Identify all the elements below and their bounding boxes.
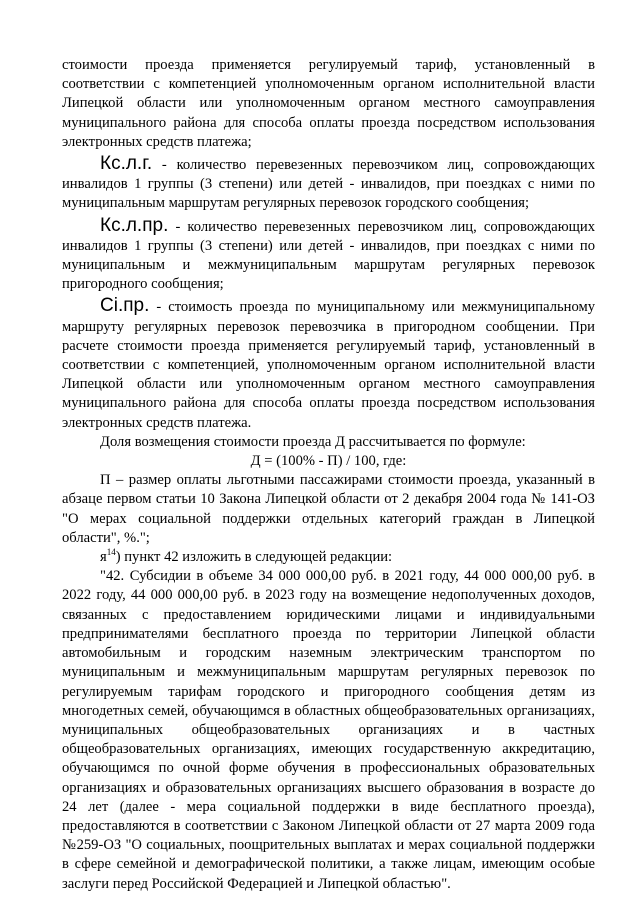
paragraph-item-ya14 [62,548,595,567]
document-page [62,56,595,894]
paragraph-tariff-continuation: стоимости проезда применяется регулируемый тариф, установленный в соответствии с компетенцией уполномоченным органом исполнительной власти Липецкой области или уполномоченным органом местного самоуправления муниципального района для способа оплаты проезда посредством использования электронных средств платежа; [62,57,595,150]
formula-line: Д = (100% - П) / 100, где: [250,453,407,470]
definition-ksl-g [62,154,595,214]
definition-ci-pr-text: - стоимость проезда по муниципальному или межмуниципальному маршруту регулярных перевозок перевозчика в пригородном сообщении. При расчете стоимости проезда применяется регулируемый тариф, установленный в соответствии с компетенцией, уполномоченным органом исполнительной власти Липецкой области или уполномоченным органом местного самоуправления муниципального района для способа оплаты проезда посредством использования электронных средств платежа. [62,299,595,431]
item-superscript: 14 [106,547,116,558]
definition-ci-pr [62,296,595,432]
paragraph-point-42: "42. Субсидии в объеме 34 000 000,00 руб. в 2021 году, 44 000 000,00 руб. в 2022 году, 44 000 000,00 руб. в 2023 году на возмещение недополученных доходов, связанных с предоставлением юридическими лицами и индивидуальными предпринимателями бесплатного проезда по территории Липецкой области автомобильным и городским наземным электрическим транспортом по муниципальным и межмуниципальным маршрутам регулярных перевозок по регулируемым тарифам городского и пригородного сообщения детям из многодетных семей, обучающимся в областных общеобразовательных организациях, муниципальных общеобразовательных организациях и в частных общеобразовательных организациях, имеющих государственную аккредитацию, обучающимся по очной форме обучения в профессиональных образовательных организациях и образовательных организациях высшего образования в возрасте до 24 лет (далее - мера социальной поддержки в виде бесплатного проезда), предоставляются в соответствии с Законом Липецкой области от 27 марта 2009 года №259-ОЗ "О социальных, поощрительных выплатах и мерах социальной поддержки в сфере семейной и демографической политики, а также лицам, имеющим особые заслуги перед Российской Федерацией и Липецкой областью". [62,568,595,892]
item-text: ) пункт 42 изложить в следующей редакции: [115,549,393,566]
term-ci-pr: Ci.пр. [100,295,150,317]
paragraph-share-formula-intro: Доля возмещения стоимости проезда Д рассчитывается по формуле: [100,433,526,450]
item-letter: я [100,549,107,566]
term-ksl-pr: Кс.л.пр. [100,214,169,236]
paragraph-p-definition: П – размер оплаты льготными пассажирами стоимости проезда, указанный в абзаце первом статьи 10 Закона Липецкой области от 2 декабря 2004 года № 141-ОЗ "О мерах социальной поддержки отдельных категорий граждан в Липецкой области", %."; [62,472,595,546]
definition-ksl-pr [62,216,595,295]
definition-ksl-pr-text: - количество перевезенных перевозчиком лиц, сопровождающих инвалидов 1 группы (3 степени) или детей - инвалидов, при поездках с ними по муниципальным и межмуниципальным маршрутам регулярных перевозок пригородного сообщения; [62,218,595,293]
definition-ksl-g-text: - количество перевезенных перевозчиком лиц, сопровождающих инвалидов 1 группы (3 степени) или детей - инвалидов, при поездках с ними по муниципальным маршрутам регулярных перевозок городского сообщения; [62,157,595,212]
term-ksl-g: Кс.л.г. [100,153,153,175]
